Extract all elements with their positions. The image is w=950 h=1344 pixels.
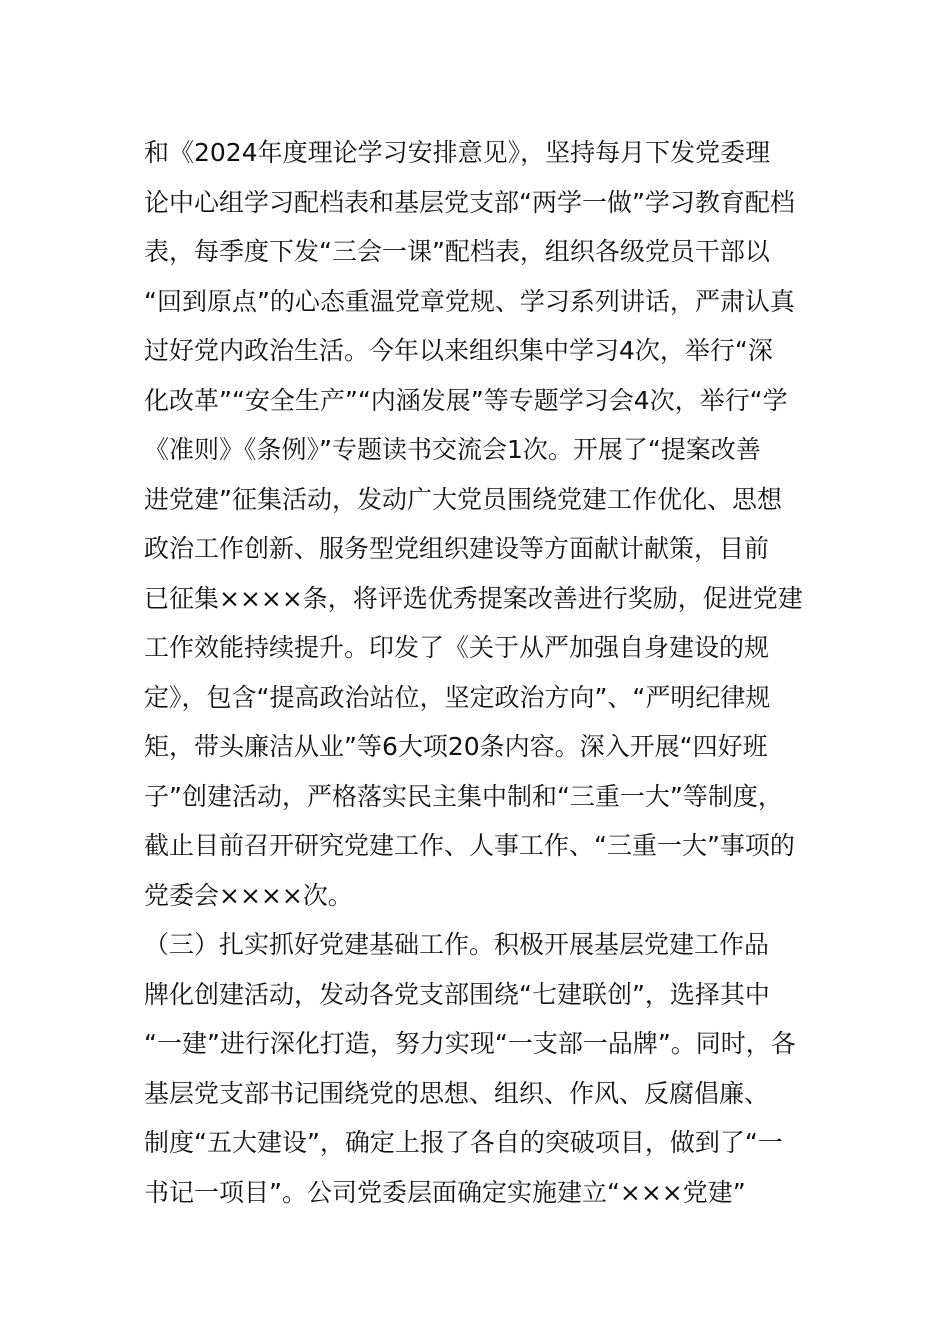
text-line: 过好党内政治生活。今年以来组织集中学习4次，举行“深 (144, 336, 773, 365)
text-line: 已征集××××条，将评选优秀提案改善进行奖励，促进党建 (144, 583, 803, 613)
text-line: 党委会××××次。 (144, 880, 353, 910)
text-line: 截止目前召开研究党建工作、人事工作、“三重一大”事项的 (144, 831, 795, 860)
text-line: “一建”进行深化打造，努力实现“一支部一品牌”。同时，各 (144, 1029, 796, 1058)
text-line: 工作效能持续提升。印发了《关于从严加强自身建设的规 (144, 633, 770, 662)
text-line: 和《2024年度理论学习安排意见》，坚持每月下发党委理 (144, 138, 771, 167)
text-line: 子”创建活动，严格落实民主集中制和“三重一大”等制度， (144, 781, 783, 811)
text-line: 论中心组学习配档表和基层党支部“两学一做”学习教育配档 (144, 187, 795, 217)
text-line: 表，每季度下发“三会一课”配档表，组织各级党员干部以 (144, 237, 770, 266)
text-line: 书记一项目”。公司党委层面确定实施建立“×××党建” (144, 1177, 746, 1207)
text-line: “回到原点”的心态重温党章党规、学习系列讲话，严肃认真 (144, 286, 795, 316)
text-line: （三）扎实抓好党建基础工作。积极开展基层党建工作品 (144, 930, 770, 959)
text-line: 矩，带头廉洁从业”等6大项20条内容。深入开展“四好班 (144, 732, 768, 761)
text-line: 定》，包含“提高政治站位，坚定政治方向”、“严明纪律规 (144, 682, 771, 712)
text-line: 政治工作创新、服务型党组织建设等方面献计献策，目前 (144, 534, 770, 563)
text-line: 进党建”征集活动，发动广大党员围绕党建工作优化、思想 (144, 484, 782, 514)
text-line: 基层党支部书记围绕党的思想、组织、作风、反腐倡廉、 (144, 1078, 770, 1108)
text-line: 《准则》《条例》”专题读书交流会1次。开展了“提案改善 (144, 435, 761, 464)
text-line: 牌化创建活动，发动各党支部围绕“七建联创”，选择其中 (144, 979, 770, 1009)
text-line: 化改革”“安全生产”“内涵发展”等专题学习会4次，举行“学 (144, 385, 788, 415)
text-line: 制度“五大建设”，确定上报了各自的突破项目，做到了“一 (144, 1128, 783, 1157)
body-text (144, 128, 824, 1217)
